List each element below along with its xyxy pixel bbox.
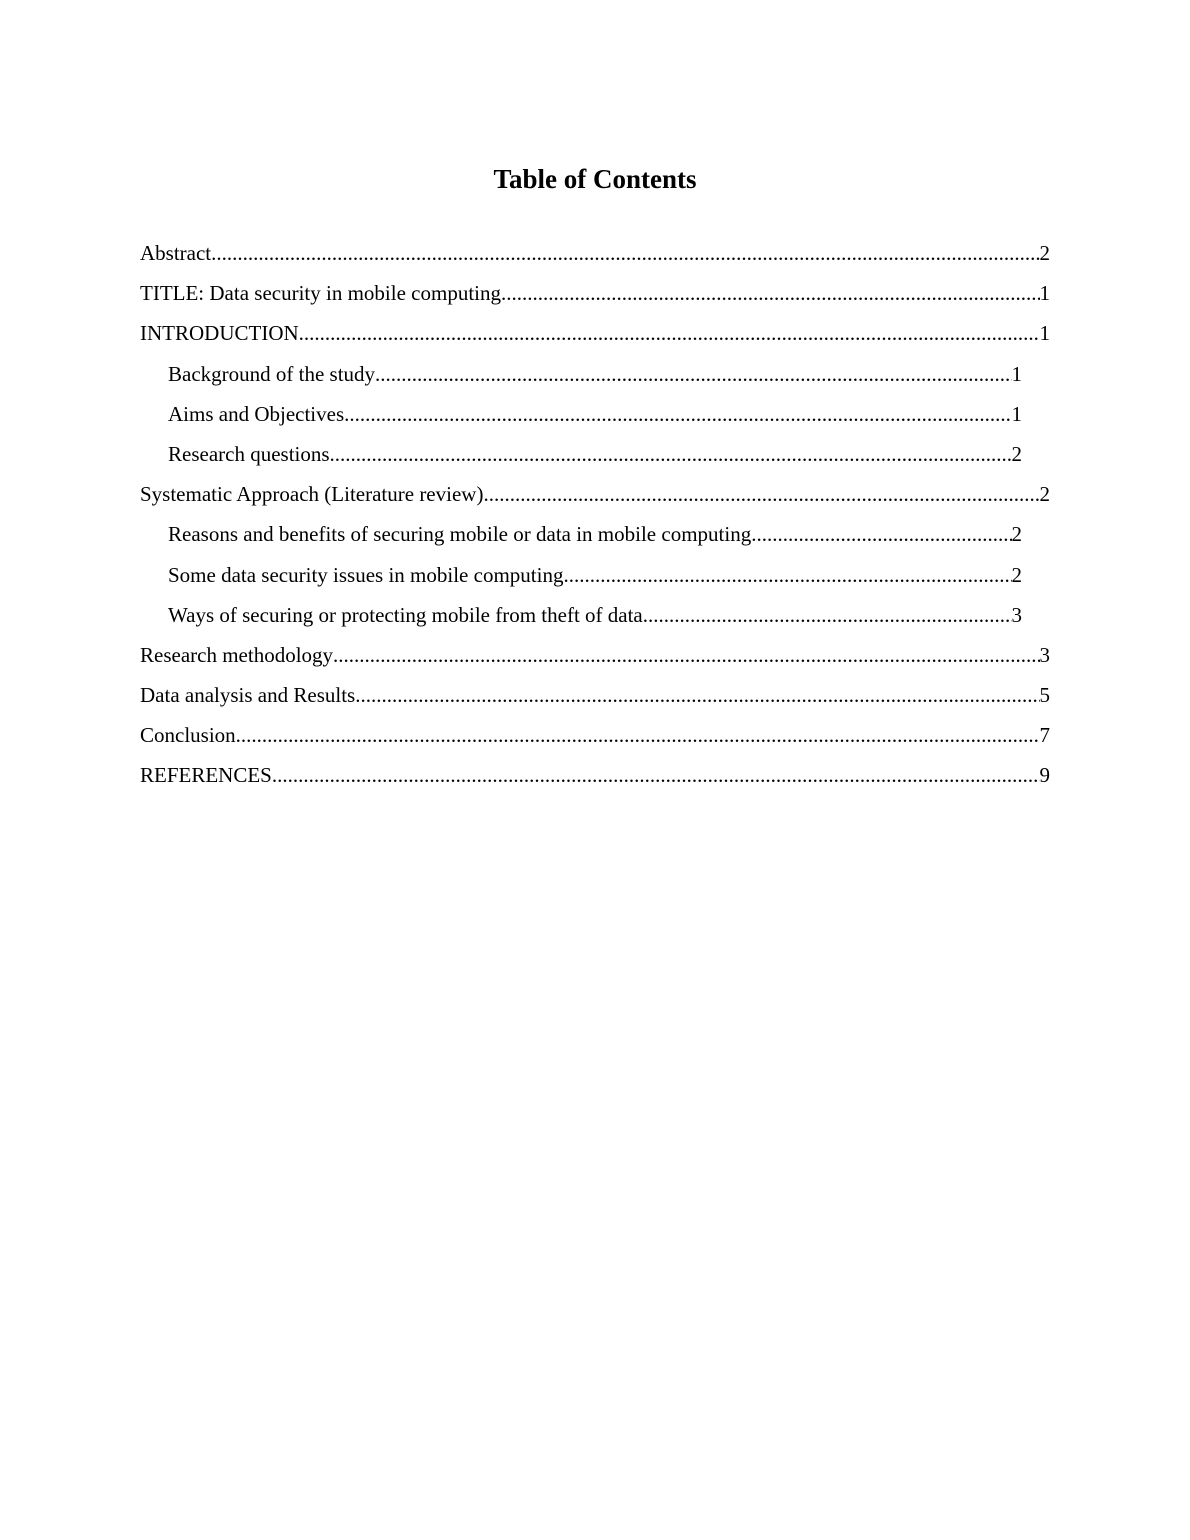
toc-page-number: 2 [1011,441,1022,466]
toc-dot-leader [563,555,1011,595]
toc-page-number: 2 [1011,522,1022,547]
toc-entry-research-methodology[interactable] [140,635,1050,675]
toc-dot-leader [211,233,1039,273]
toc-dot-leader [236,715,1040,755]
toc-page-number: 1 [1039,281,1050,306]
toc-entry-label: Research methodology [140,642,334,667]
toc-entry-ways-securing[interactable] [168,595,1022,635]
toc-list [140,233,1050,796]
toc-entry-label: Aims and Objectives [168,401,345,426]
toc-dot-leader [344,394,1011,434]
toc-entry-label: Research questions [168,441,330,466]
toc-page-number: 9 [1039,763,1050,788]
toc-page-number: 3 [1011,602,1022,627]
toc-entry-label: Conclusion [140,723,236,748]
toc-entry-introduction[interactable] [140,313,1050,353]
toc-entry-aims-objectives[interactable] [168,394,1022,434]
toc-page-number: 1 [1011,401,1022,426]
toc-page-number: 5 [1039,683,1050,708]
toc-entry-label: Reasons and benefits of securing mobile or data in mobile computing [168,522,752,547]
toc-dot-leader [375,354,1011,394]
toc-entry-conclusion[interactable] [140,715,1050,755]
toc-entry-systematic-approach[interactable] [140,474,1050,514]
toc-page-number: 1 [1011,361,1022,386]
toc-dot-leader [501,273,1040,313]
toc-entry-background[interactable] [168,354,1022,394]
toc-dot-leader [355,675,1039,715]
toc-entry-label: TITLE: Data security in mobile computing [140,281,501,306]
toc-entry-label: INTRODUCTION [140,321,299,346]
toc-entry-label: Systematic Approach (Literature review) [140,482,484,507]
toc-entry-data-analysis[interactable] [140,675,1050,715]
toc-entry-label: REFERENCES [140,763,272,788]
toc-entry-research-questions[interactable] [168,434,1022,474]
toc-dot-leader [272,755,1040,795]
toc-entry-references[interactable] [140,755,1050,795]
toc-dot-leader [643,595,1012,635]
toc-page-number: 3 [1039,642,1050,667]
toc-entry-title[interactable] [140,273,1050,313]
toc-dot-leader [483,474,1039,514]
toc-page-number: 7 [1039,723,1050,748]
toc-page-number: 2 [1011,562,1022,587]
toc-page-number: 1 [1039,321,1050,346]
toc-entry-reasons-benefits[interactable] [168,514,1022,554]
toc-entry-security-issues[interactable] [168,555,1022,595]
toc-entry-label: Abstract [140,241,212,265]
toc-entry-label: Data analysis and Results [140,683,356,708]
toc-dot-leader [333,635,1039,675]
toc-title: Table of Contents [493,164,697,194]
toc-entry-label: Some data security issues in mobile computing [168,562,564,587]
toc-page-number: 2 [1039,241,1050,265]
toc-entry-label: Background of the study [168,361,376,386]
toc-dot-leader [751,514,1011,554]
toc-page-number: 2 [1039,482,1050,507]
toc-entry-label: Ways of securing or protecting mobile from theft of data [168,602,643,627]
toc-entry-abstract[interactable] [140,233,1050,273]
toc-dot-leader [330,434,1012,474]
toc-dot-leader [299,313,1040,353]
